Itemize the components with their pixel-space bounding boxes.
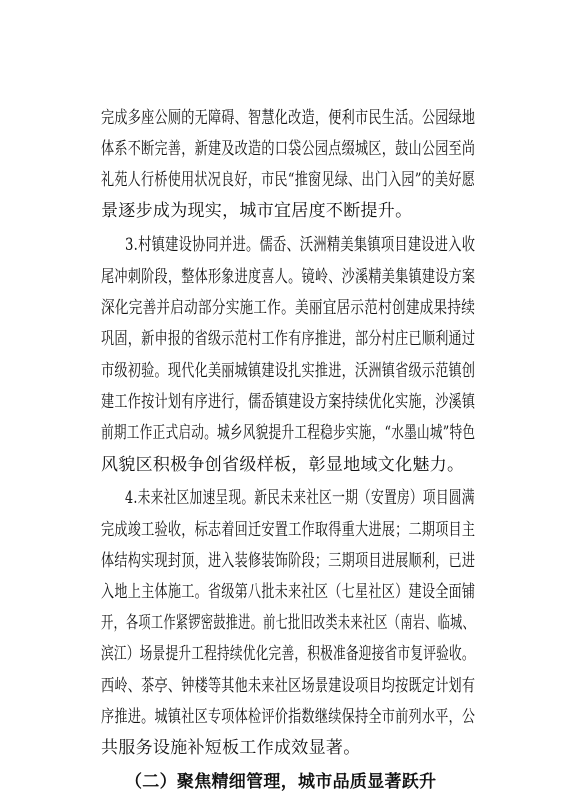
- body-text-line: 风貌区积极争创省级样板，彰显地域文化魅力。: [101, 455, 465, 475]
- body-text-line: 前期工作正式启动。城乡风貌提升工程稳步实施，“水墨山城”特色: [101, 423, 476, 443]
- body-text-line: 完成竣工验收，标志着回迁安置工作取得重大进展；二期项目主: [101, 520, 476, 540]
- section-paragraph-start: 3.村镇建设协同并进。儒岙、沃洲精美集镇项目建设进入收: [125, 235, 476, 255]
- body-text-line: 礼苑人行桥使用状况良好，市民“推窗见绿、出门入园”的美好愿: [101, 170, 476, 190]
- body-text-line: 开，各项工作紧锣密鼓推进。前七批旧改类未来社区（南岩、临城、: [101, 613, 475, 633]
- section-heading: （二）聚焦精细管理，城市品质显著跃升: [125, 772, 437, 792]
- section-paragraph-start: 4.未来社区加速呈现。新民未来社区一期（安置房）项目圆满: [125, 488, 475, 508]
- body-text-line: 完成多座公厕的无障碍、智慧化改造，便利市民生活。公园绿地: [101, 108, 476, 128]
- body-text-line: 建工作按计划有序进行，儒岙镇建设方案持续优化实施，沙溪镇: [101, 392, 476, 412]
- body-text-line: 西岭、茶亭、钟楼等其他未来社区场景建设项目均按既定计划有: [101, 676, 476, 696]
- body-text-line: 景逐步成为现实，城市宜居度不断提升。: [101, 201, 413, 221]
- body-text-line: 体系不断完善，新建及改造的口袋公园点缀城区，鼓山公园至尚: [101, 139, 476, 159]
- body-text-line: 尾冲刺阶段，整体形象进度喜人。镜岭、沙溪精美集镇建设方案: [101, 267, 476, 287]
- body-text-line: 共服务设施补短板工作成效显著。: [101, 738, 361, 758]
- body-text-line: 市级初验。现代化美丽城镇建设扎实推进，沃洲镇省级示范镇创: [101, 361, 476, 381]
- body-text-line: 巩固，新申报的省级示范村工作有序推进，部分村庄已顺利通过: [101, 329, 476, 349]
- body-text-line: 滨江）场景提升工程持续优化完善，积极准备迎接省市复评验收。: [101, 644, 475, 664]
- body-text-line: 体结构实现封顶，进入装修装饰阶段；三期项目进展顺利，已进: [101, 551, 476, 571]
- body-text-line: 深化完善并启动部分实施工作。美丽宜居示范村创建成果持续: [101, 298, 476, 318]
- body-text-line: 入地上主体施工。省级第八批未来社区（七星社区）建设全面铺: [101, 582, 476, 602]
- body-text-line: 序推进。城镇社区专项体检评价指数继续保持全市前列水平，公: [101, 707, 476, 727]
